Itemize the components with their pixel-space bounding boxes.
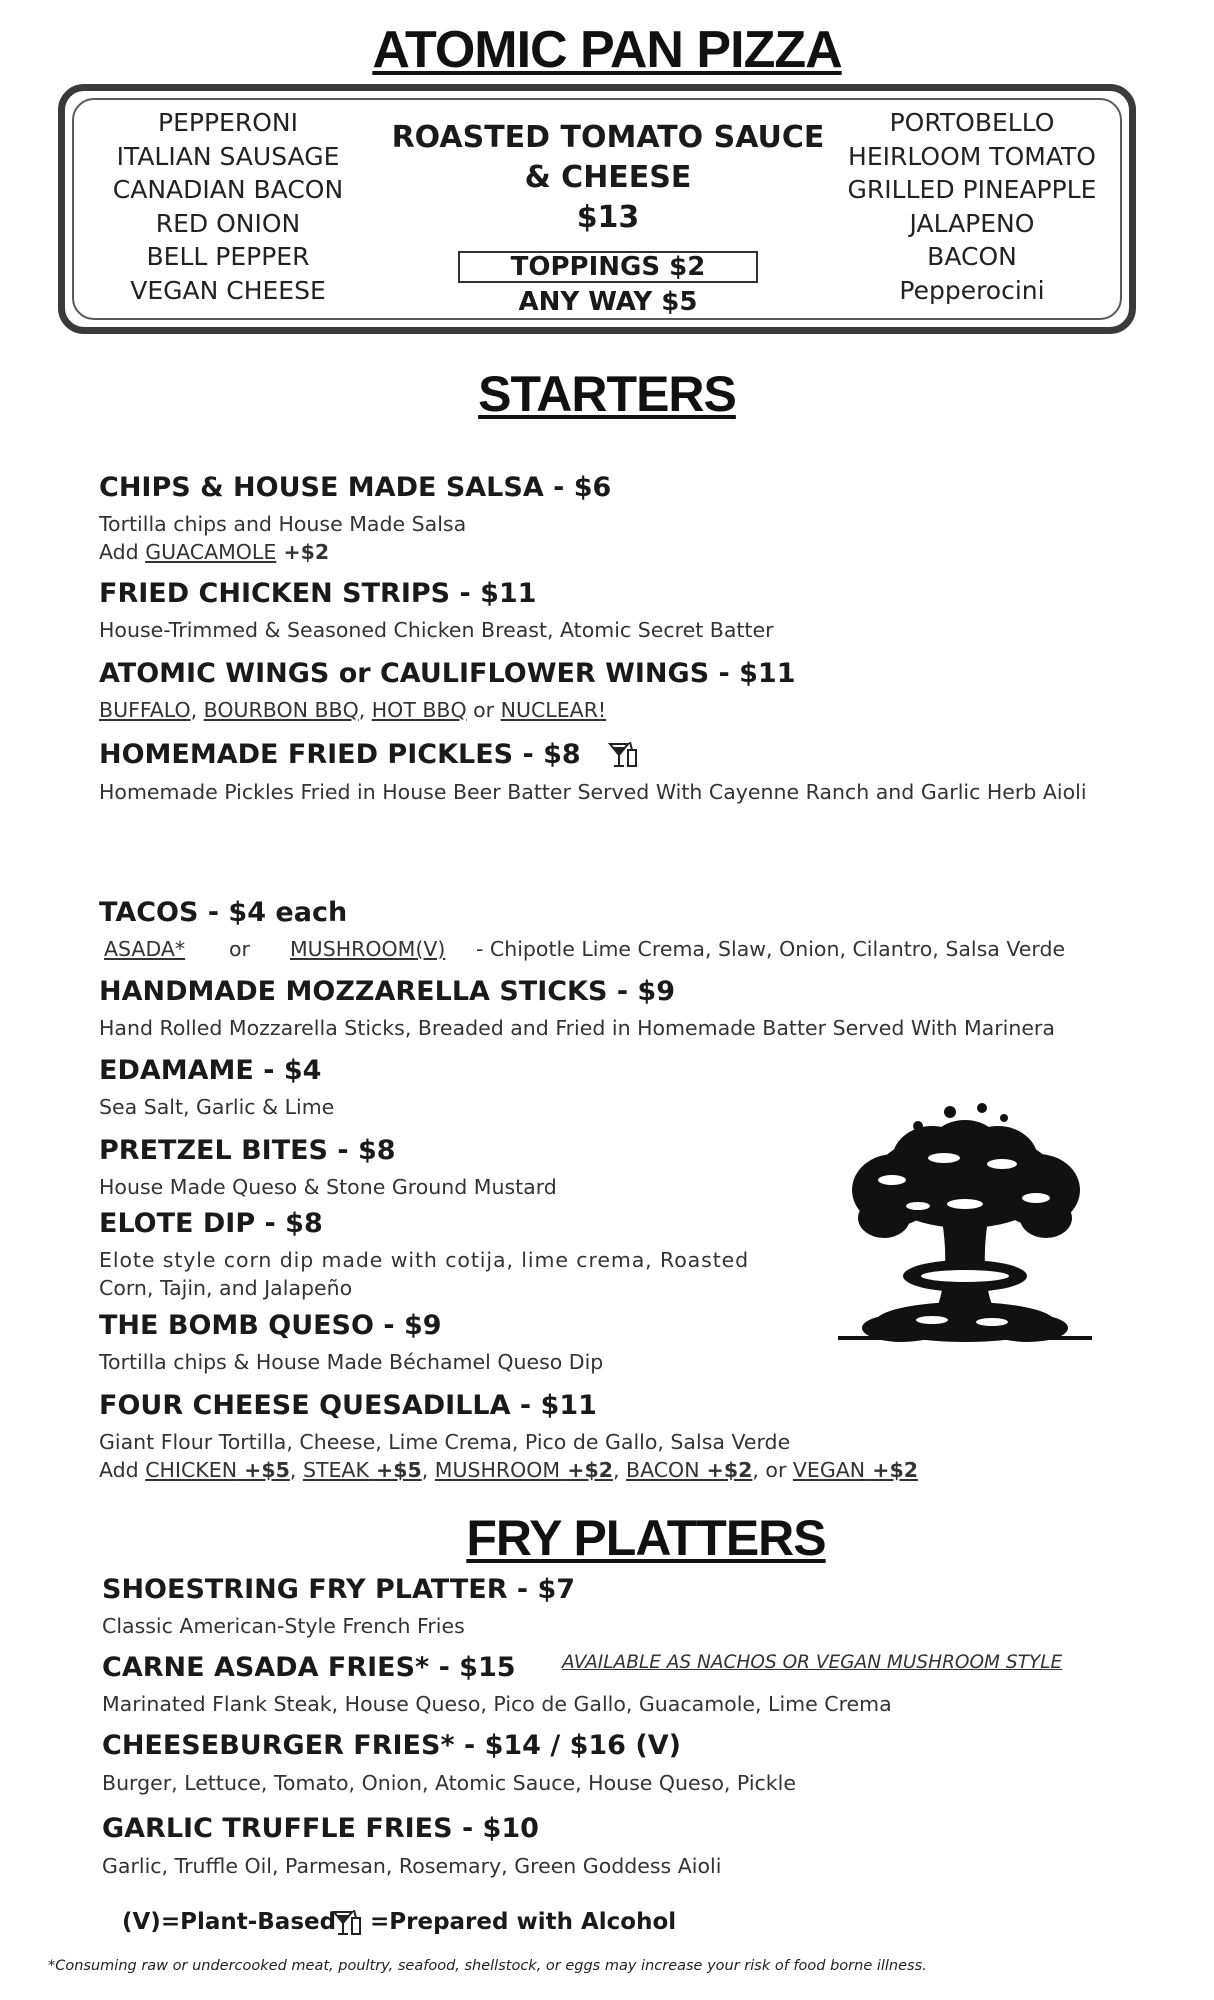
any-way-price: ANY WAY $5 (518, 287, 698, 317)
item-desc-edamame: Sea Salt, Garlic & Lime (99, 1095, 335, 1119)
item-title-tacos: TACOS - $4 each (99, 897, 348, 928)
topping-item: RED ONION (155, 208, 301, 238)
sauce-hot-bbq: HOT BBQ (371, 698, 467, 722)
item-title-shoestring: SHOESTRING FRY PLATTER - $7 (102, 1574, 576, 1605)
addon-price: +$2 (276, 540, 330, 564)
item-title-elote: ELOTE DIP - $8 (99, 1208, 323, 1239)
item-title-strips: FRIED CHICKEN STRIPS - $11 (99, 578, 537, 609)
item-title-truffle: GARLIC TRUFFLE FRIES - $10 (102, 1813, 539, 1844)
item-title-mozzarella: HANDMADE MOZZARELLA STICKS - $9 (99, 976, 676, 1007)
cocktail-icon (330, 1906, 364, 1940)
taco-or: or (229, 937, 250, 961)
item-title-cheeseburger: CHEESEBURGER FRIES* - $14 / $16 (V) (102, 1730, 681, 1761)
item-addon-chips (99, 538, 329, 566)
menu-title: ATOMIC PAN PIZZA (372, 21, 842, 79)
item-desc-truffle: Garlic, Truffle Oil, Parmesan, Rosemary, Green Goddess Aioli (102, 1854, 722, 1878)
sauce-bourbon-bbq: BOURBON BBQ (203, 698, 359, 722)
left-toppings-list (88, 106, 368, 307)
addon-guacamole: GUACAMOLE (145, 540, 277, 564)
item-desc-strips: House-Trimmed & Seasoned Chicken Breast, Atomic Secret Batter (99, 618, 774, 642)
sauce-buffalo: BUFFALO (99, 698, 191, 722)
taco-option-asada (104, 935, 185, 963)
addon-steak: STEAK +$5 (302, 1458, 422, 1482)
or-text: or (466, 698, 501, 722)
pizza-cheese-line: & CHEESE (524, 160, 692, 195)
right-toppings-list (822, 106, 1122, 307)
pizza-price: $13 (576, 200, 640, 235)
taco-option-mushroom (290, 935, 445, 963)
addon-prefix: Add (99, 1458, 146, 1482)
starters-heading: STARTERS (478, 366, 736, 422)
topping-item: ITALIAN SAUSAGE (116, 141, 340, 171)
addon-prefix: Add (99, 540, 146, 564)
item-desc-mozzarella: Hand Rolled Mozzarella Sticks, Breaded and Fried in Homemade Batter Served With Marinera (99, 1016, 1055, 1040)
item-desc-carne-asada: Marinated Flank Steak, House Queso, Pico de Gallo, Guacamole, Lime Crema (102, 1692, 892, 1716)
item-title-pickles: HOMEMADE FRIED PICKLES - $8 (99, 739, 581, 770)
item-addons-quesadilla: Add CHICKEN +$5, STEAK +$5, MUSHROOM +$2, BACON +$2, or VEGAN +$2 (99, 1458, 918, 1482)
legend-alcohol: =Prepared with Alcohol (370, 1909, 677, 1935)
topping-item: BACON (927, 242, 1017, 271)
pizza-sauce-line: ROASTED TOMATO SAUCE (391, 120, 825, 155)
item-desc-wings (99, 696, 606, 724)
addon-vegan: VEGAN +$2 (792, 1458, 918, 1482)
topping-item: CANADIAN BACON (112, 175, 344, 204)
item-title-edamame: EDAMAME - $4 (99, 1055, 322, 1086)
item-title-chips: CHIPS & HOUSE MADE SALSA - $6 (99, 472, 612, 503)
topping-item: HEIRLOOM TOMATO (848, 141, 1096, 171)
item-desc-queso: Tortilla chips & House Made Béchamel Queso Dip (99, 1350, 604, 1374)
item-desc-elote-line1: Elote style corn dip made with cotija, lime crema, Roasted (99, 1248, 750, 1272)
sauce-nuclear: NUCLEAR! (500, 698, 607, 722)
carne-asada-note: AVAILABLE AS NACHOS OR VEGAN MUSHROOM STYLE (562, 1652, 1063, 1673)
item-desc-chips: Tortilla chips and House Made Salsa (99, 512, 467, 536)
toppings-price-box: TOPPINGS $2 (458, 251, 758, 283)
asada-label: ASADA* (104, 937, 186, 961)
topping-item: VEGAN CHEESE (130, 275, 326, 305)
food-safety-disclaimer: *Consuming raw or undercooked meat, poultry, seafood, shellstock, or eggs may increase your risk of food borne illness. (48, 1958, 927, 1974)
item-desc-pretzel: House Made Queso & Stone Ground Mustard (99, 1175, 557, 1199)
item-desc-cheeseburger: Burger, Lettuce, Tomato, Onion, Atomic Sauce, House Queso, Pickle (102, 1771, 796, 1795)
addon-chicken: CHICKEN +$5 (145, 1458, 290, 1482)
separator: , (190, 698, 204, 722)
addon-mushroom: MUSHROOM +$2 (434, 1458, 613, 1482)
item-title-quesadilla: FOUR CHEESE QUESADILLA - $11 (99, 1390, 597, 1421)
addon-bacon: BACON +$2 (626, 1458, 753, 1482)
mushroom-cloud-icon (832, 1100, 1098, 1348)
item-desc-elote-line2: Corn, Tajin, and Jalapeño (99, 1276, 353, 1300)
item-title-wings: ATOMIC WINGS or CAULIFLOWER WINGS - $11 (99, 658, 796, 689)
item-desc-shoestring: Classic American-Style French Fries (102, 1614, 465, 1638)
pizza-description (388, 118, 828, 238)
topping-item: GRILLED PINEAPPLE (847, 175, 1097, 204)
cocktail-icon (606, 738, 640, 772)
item-desc-pickles: Homemade Pickles Fried in House Beer Batter Served With Cayenne Ranch and Garlic Herb Aioli (99, 780, 1087, 804)
legend-plant-based: (V)=Plant-Based (122, 1909, 337, 1935)
topping-item: Pepperocini (899, 275, 1045, 305)
separator: , (358, 698, 372, 722)
topping-item: BELL PEPPER (146, 242, 310, 271)
topping-item: PEPPERONI (158, 108, 298, 137)
item-title-pretzel: PRETZEL BITES - $8 (99, 1135, 396, 1166)
topping-item: JALAPENO (909, 208, 1035, 238)
item-desc-tacos: - Chipotle Lime Crema, Slaw, Onion, Cilantro, Salsa Verde (476, 937, 1066, 961)
item-title-queso: THE BOMB QUESO - $9 (99, 1310, 442, 1341)
mushroom-label: MUSHROOM(V) (290, 937, 446, 961)
topping-item: PORTOBELLO (889, 108, 1055, 137)
item-desc-quesadilla: Giant Flour Tortilla, Cheese, Lime Crema, Pico de Gallo, Salsa Verde (99, 1430, 791, 1454)
fry-platters-heading: FRY PLATTERS (466, 1510, 826, 1566)
item-title-carne-asada: CARNE ASADA FRIES* - $15 (102, 1652, 516, 1683)
